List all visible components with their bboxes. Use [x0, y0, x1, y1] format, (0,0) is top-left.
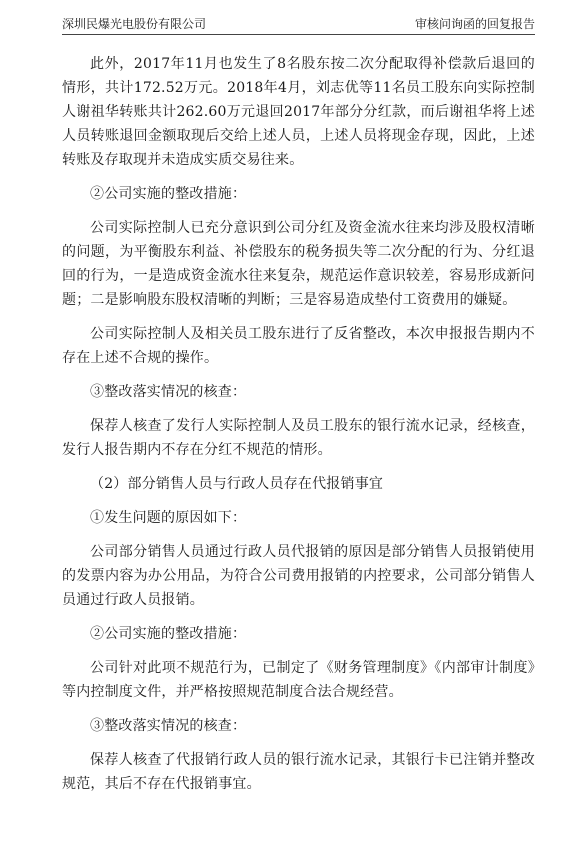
section-heading-reimbursement: （2）部分销售人员与行政人员存在代报销事宜	[90, 476, 384, 492]
paragraph-sponsor-check-reimbursement: 保荐人核查了代报销行政人员的银行流水记录，其银行卡已注销并整改规范，其后不存在代报销事宜。	[62, 752, 535, 792]
header-company: 深圳民爆光电股份有限公司	[62, 17, 207, 31]
page-header	[62, 14, 535, 35]
subheading-rectification-measures-2: ②公司实施的整改措施：	[90, 626, 247, 642]
paragraph-transfer-details: 此外，2017年11月也发生了8名股东按二次分配取得补偿款后退回的情形，共计172.52万元。2018年4月，刘志优等11名员工股东向实际控制人谢祖华转账共计262.60万元退回2017年部分分红款，而后谢祖华将上述人员转账退回金额取现后交给上述人员，上述人员将现金存现，因此，上述转账及存取现并未造成实质交易往来。	[62, 56, 535, 168]
paragraph-cause-details: 公司部分销售人员通过行政人员代报销的原因是部分销售人员报销使用的发票内容为办公用品，为符合公司费用报销的内控要求，公司部分销售人员通过行政人员报销。	[62, 544, 535, 608]
paragraph-sponsor-check-dividends: 保荐人核查了发行人实际控制人及员工股东的银行流水记录，经核查，发行人报告期内不存在分红不规范的情形。	[62, 418, 535, 458]
subheading-verification: ③整改落实情况的核查：	[90, 384, 247, 400]
header-doc-title: 审核问询函的回复报告	[414, 17, 535, 31]
paragraph-policies: 公司针对此项不规范行为，已制定了《财务管理制度》《内部审计制度》等内控制度文件，并严格按照规范制度合法合规经营。	[62, 660, 535, 700]
subheading-rectification-measures: ②公司实施的整改措施：	[90, 186, 247, 202]
subheading-verification-2: ③整改落实情况的核查：	[90, 718, 247, 734]
subheading-cause: ①发生问题的原因如下：	[90, 510, 247, 526]
document-body	[62, 52, 535, 796]
paragraph-controller-awareness: 公司实际控制人已充分意识到公司分红及资金流水往来均涉及股权清晰的问题，为平衡股东利益、补偿股东的税务损失等二次分配的行为、分红退回的行为，一是造成资金流水往来复杂，规范运作意识较差，容易形成新问题；二是影响股东股权清晰的判断；三是容易造成垫付工资费用的嫌疑。	[62, 220, 535, 308]
paragraph-reflection: 公司实际控制人及相关员工股东进行了反省整改，本次申报报告期内不存在上述不合规的操作。	[62, 326, 535, 366]
